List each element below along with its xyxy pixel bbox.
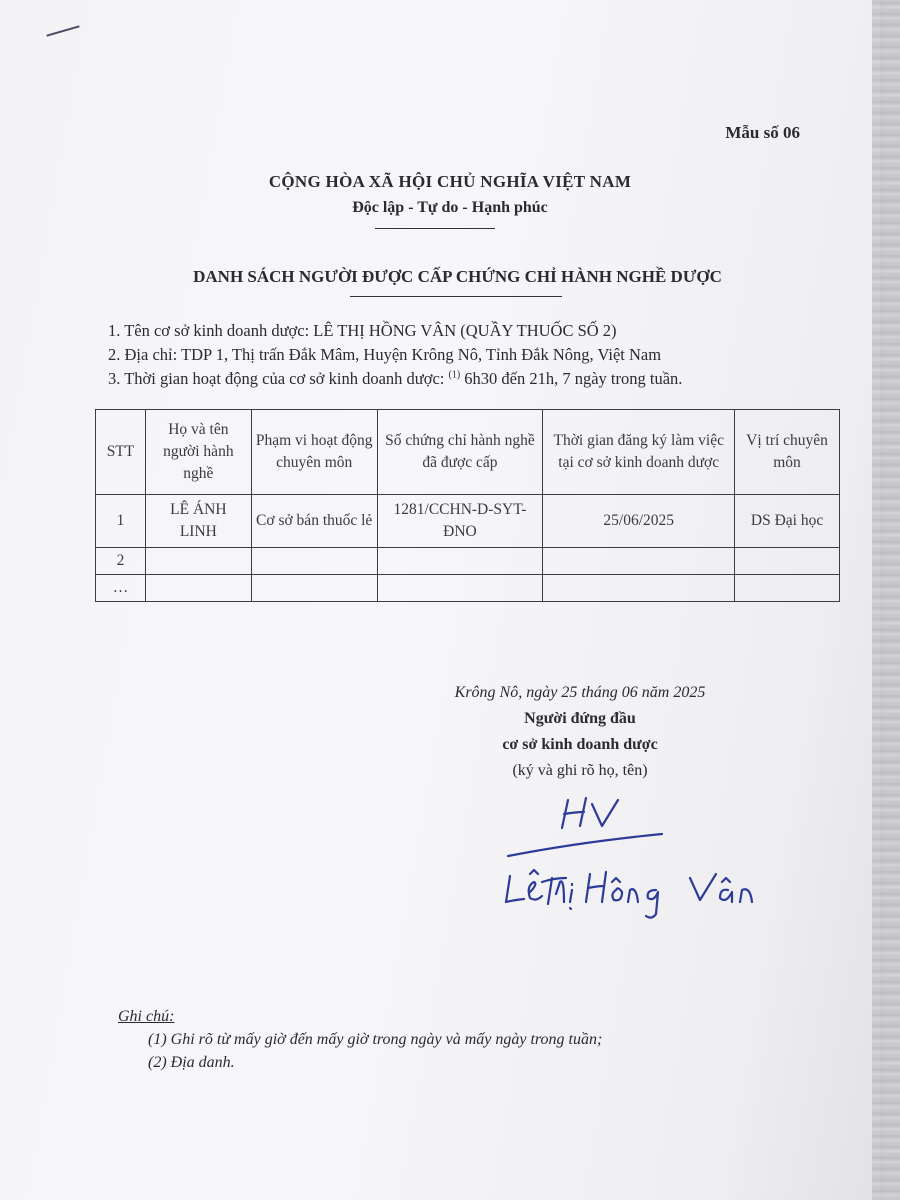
operating-hours-value: 6h30 đến 21h, 7 ngày trong tuần. (464, 369, 683, 388)
handwritten-signature (490, 790, 780, 920)
signature-instruction: (ký và ghi rõ họ, tên) (512, 762, 648, 779)
cell-name: LÊ ÁNH LINH (145, 495, 251, 548)
cell-name (145, 575, 251, 602)
table-row (96, 575, 840, 602)
cell-scope: Cơ sở bán thuốc lẻ (251, 495, 377, 548)
cell-work-time (543, 548, 735, 575)
operating-hours-label: 3. Thời gian hoạt động của cơ sở kinh doanh dược: (108, 369, 445, 388)
cell-stt: 2 (96, 548, 146, 575)
note-item: (1) Ghi rõ từ mấy giờ đến mấy giờ trong ngày và mấy ngày trong tuần; (148, 1031, 603, 1048)
header-work-time: Thời gian đăng ký làm việc tại cơ sở kinh doanh dược (543, 410, 735, 495)
address-line: 2. Địa chỉ: TDP 1, Thị trấn Đắk Mâm, Huyện Krông Nô, Tỉnh Đắk Nông, Việt Nam (108, 345, 662, 364)
republic-heading: CỘNG HÒA XÃ HỘI CHỦ NGHĨA VIỆT NAM (268, 172, 632, 191)
cell-position: DS Đại học (735, 495, 840, 548)
footnote-ref: (1) (448, 369, 461, 381)
signer-role-title: Người đứng đầu (524, 710, 636, 727)
cell-certificate (377, 575, 543, 602)
header-scope: Phạm vi hoạt động chuyên môn (251, 410, 377, 495)
table-header-row (96, 410, 840, 495)
header-certificate: Số chứng chỉ hành nghề đã được cấp (377, 410, 543, 495)
cell-scope (251, 548, 377, 575)
cell-stt: … (96, 575, 146, 602)
cell-position (735, 548, 840, 575)
notes-heading: Ghi chú: (118, 1008, 175, 1025)
header-name: Họ và tên người hành nghề (145, 410, 251, 495)
note-item: (2) Địa danh. (148, 1054, 235, 1071)
document-title: DANH SÁCH NGƯỜI ĐƯỢC CẤP CHỨNG CHỈ HÀNH NGHỀ DƯỢC (193, 267, 722, 286)
title-underline (350, 296, 562, 297)
cell-position (735, 575, 840, 602)
place-date: Krông Nô, ngày 25 tháng 06 năm 2025 (454, 684, 706, 701)
signature-strokes (506, 798, 752, 918)
cell-name (145, 548, 251, 575)
cell-stt: 1 (96, 495, 146, 548)
cell-certificate (377, 548, 543, 575)
staff-table (95, 409, 840, 602)
signer-role-subtitle: cơ sở kinh doanh dược (502, 736, 658, 753)
header-position: Vị trí chuyên môn (735, 410, 840, 495)
motto-underline (375, 228, 495, 229)
operating-hours-line (108, 369, 682, 389)
national-motto: Độc lập - Tự do - Hạnh phúc (352, 199, 548, 216)
header-stt: STT (96, 410, 146, 495)
cell-certificate: 1281/CCHN-D-SYT-ĐNO (377, 495, 543, 548)
table-row (96, 495, 840, 548)
cell-scope (251, 575, 377, 602)
cell-work-time (543, 575, 735, 602)
business-name-line: 1. Tên cơ sở kinh doanh dược: LÊ THỊ HỒNG VÂN (QUẦY THUỐC SỐ 2) (108, 321, 617, 340)
table-row (96, 548, 840, 575)
cell-work-time: 25/06/2025 (543, 495, 735, 548)
form-number: Mẫu số 06 (725, 123, 800, 142)
